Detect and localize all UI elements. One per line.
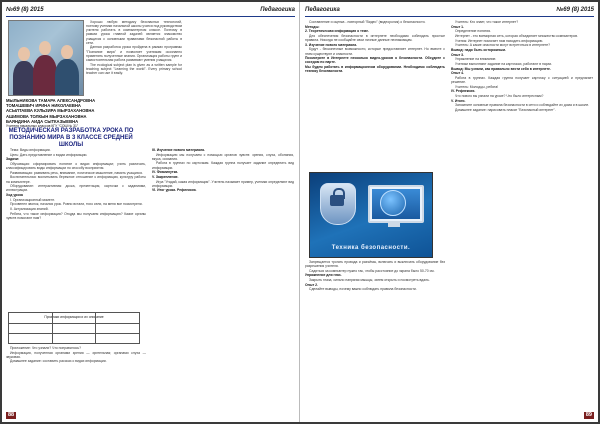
body-paragraph: Учитель: Молодцы, ребята! xyxy=(455,84,499,89)
left-page-header xyxy=(6,6,295,17)
authors-block xyxy=(6,98,136,128)
table-row xyxy=(9,323,139,324)
illustration-caption: Техника безопасности. xyxy=(331,245,411,251)
table-notes xyxy=(6,346,146,406)
body-paragraph: Садиться за компьютер нужно так, чтобы расстояние до экрана было 50-70 см. xyxy=(309,268,435,273)
body-heading: V. Итоги. xyxy=(451,98,466,103)
table-row xyxy=(9,333,139,334)
body-paragraph: Прозвенел звонок, начался урок. Ровно встали, тихо сели, на меня все посмотрели. xyxy=(10,202,143,207)
body-paragraph: Для обеспечения безопасности в интернете необходимо соблюдать простые правила. Никогда не сообщайте свои личные данные незнакомцам. xyxy=(305,33,445,43)
body-heading: Ход урока xyxy=(6,193,23,198)
body-heading: 2. Теоретическая информация о теме. xyxy=(305,29,369,34)
body-heading: 3. Изучение нового материала. xyxy=(305,42,358,47)
body-paragraph: Ученики выполняют задание на карточках, работают в парах. xyxy=(455,61,553,66)
body-column-right xyxy=(451,20,593,410)
page-number: 88 xyxy=(8,412,15,418)
body-paragraph: Цель: Дать представление о видах информации. xyxy=(10,152,88,157)
body-paragraph: Определение понятия. xyxy=(455,29,492,34)
monitor-stand xyxy=(388,221,400,227)
body-paragraph: I. Организационный момент. xyxy=(10,197,55,202)
intro-paragraph: The ecological subject plan is given as a written sample for teaching subject "Learning the world". Every primary school teacher can use it easily. xyxy=(86,62,182,75)
body-heading: Опыт 1. xyxy=(451,24,465,29)
left-page xyxy=(2,2,300,422)
body-heading: Задачи: xyxy=(6,157,20,162)
magazine-spread xyxy=(2,2,598,422)
body-paragraph: Работа в группах по карточкам. Каждая группа получает задание определить вид информации. xyxy=(152,161,294,170)
body-paragraph: Домашнее задание: составить рассказ о видах информации. xyxy=(10,359,107,364)
body-paragraph: Составление и оценка - повторный "Видео" (видеоролик) о безопасности. xyxy=(309,20,426,24)
body-column-left xyxy=(305,20,445,168)
body-heading: Опыт 3. xyxy=(451,52,465,57)
body-paragraph: Что нового вы узнали на уроке? Что было интересным? xyxy=(455,94,544,98)
section-label: Педагогика xyxy=(260,7,295,13)
section-label: Педагогика xyxy=(305,7,340,13)
table-column-divider xyxy=(52,313,53,343)
body-heading: Вывод: Мы узнали, как правильно вести себя в интернете. xyxy=(451,66,551,71)
body-paragraph: Оборудование: интерактивная доска, презентация, карточки с заданиями, иллюстрации. xyxy=(6,184,146,193)
body-heading: III. Изучение нового материала. xyxy=(152,148,205,152)
body-heading: Опыт 4. xyxy=(451,71,465,76)
author-name: БАЯНДИНА АИДА СЫТКАЗЫЕВНА xyxy=(6,118,79,124)
body-heading: V. Закрепление. xyxy=(152,174,179,179)
body-paragraph: Интернет - это всемирная сеть, которая объединяет множество компьютеров. xyxy=(455,33,579,38)
safety-illustration xyxy=(309,172,433,258)
right-page xyxy=(301,2,598,422)
page-number: 89 xyxy=(585,412,592,418)
table-heading: Признаки информации и их описание xyxy=(44,315,104,319)
intro-paragraph: Хорошо любую методику безопасных технологий, поэтому ученики начальной школы учатся под руководством учителя работать в компьютерном классе. Поэтому в рамках урока главной задачей является знакомство учащихся с основными правилами безопасной работы в сети. xyxy=(86,20,182,45)
author-name: АШИМОВА ТОЛКЫН МЫРЗАХАНОВНА xyxy=(6,113,87,119)
body-paragraph: Ученик: Интернет помогает нам находить информацию. xyxy=(455,38,544,43)
globe-icon xyxy=(380,190,406,216)
body-paragraph: Информация, полученная органами зрения — зрительная; органами слуха — звуковая. xyxy=(6,350,146,359)
body-paragraph: Будут - бесконечные возможности, которые предоставляет интернет. Но вместе с этим существуют и опасности. xyxy=(305,47,445,56)
body-paragraph: Ребята, что такое информация? Откуда мы получаем информацию? Какие органы чувств помогают нам? xyxy=(6,211,146,220)
body-paragraph: Запомните основные правила безопасности в сети и соблюдайте их дома и в школе. xyxy=(455,103,590,108)
body-paragraph: II. Актуализация знаний. xyxy=(10,207,49,212)
body-heading: Вывод: надо быть осторожным. xyxy=(451,47,506,52)
body-paragraph: Домашнее задание: нарисовать плакат "Безопасный интернет". xyxy=(455,107,556,112)
body-heading: Методы: xyxy=(305,24,320,29)
table-column-divider xyxy=(95,313,96,343)
body-paragraph: Игра "Угадай, какая информация". Учитель называет пример, ученики определяют вид информации. xyxy=(152,179,294,188)
issue-label: №69 (8) 2015 xyxy=(556,7,594,13)
info-table xyxy=(8,312,140,344)
authors-affiliation: Учителя начальных классов КГУ "СОШ № 31" xyxy=(6,124,79,129)
authors-photo xyxy=(8,20,84,96)
body-paragraph: Работа в группах. Каждая группа получает карточку с ситуацией и предлагает решение. xyxy=(451,75,593,85)
body-heading: Упражнение для глаз. xyxy=(305,273,342,278)
author-name: АСЫЛТАЕВА КУЛЬЗИРА МЫРЗАХАНОВНА xyxy=(6,108,95,114)
body-paragraph: Приложение: Что узнали? Что понравилось? xyxy=(10,346,81,350)
body-heading: IV. Физминутка. xyxy=(152,170,179,175)
body-paragraph: Воспитательная: воспитывать бережное отношение к информации, культуру работы на компьютере. xyxy=(6,175,146,184)
body-paragraph: Обучающая: сформировать понятие о видах информации; учить различать, классифицировать виды информации по способу восприятия. xyxy=(6,161,146,171)
body-column-left xyxy=(6,148,146,308)
intro-column xyxy=(86,20,182,94)
body-heading: VI. Итог урока. Рефлексия. xyxy=(152,188,197,193)
right-page-header xyxy=(305,6,594,17)
body-paragraph: Упражнение на внимание. xyxy=(455,57,497,62)
article-title: МЕТОДИЧЕСКАЯ РАЗРАБОТКА УРОКА ПО ПОЗНАНИЮ МИРА В 3 КЛАССЕ СРЕДНЕЙ ШКОЛЫ xyxy=(8,128,134,149)
intro-paragraph: Данная разработка урока пройдена в рамках программы "Познание мира" и позволяет ученикам осознанно применять полученные знания. Организация работы групп и самостоятельная работа развивают умения учащихся. xyxy=(86,45,182,62)
body-paragraph: Развивающая: развивать речь, внимание, логическое мышление, память учащихся. xyxy=(10,170,143,175)
body-paragraph: Информацию мы получаем с помощью органов чувств: зрения, слуха, обоняния, вкуса, осязания. xyxy=(152,152,294,161)
body-heading: Посмотрите в Интернете несколько видео-уроков о безопасности. Обсудите с соседом по парте. xyxy=(305,56,445,65)
body-paragraph: Тема: Виды информации. xyxy=(10,148,51,152)
body-paragraph: Сделайте выводы, почему важно соблюдать правила безопасности. xyxy=(309,287,417,292)
body-paragraph: Учитель: Кто знает, что такое интернет? xyxy=(455,20,519,24)
body-paragraph: Закрыть глаза, сильно напрягая мышцы, затем открыть и посмотреть вдаль. xyxy=(309,278,430,283)
lock-icon xyxy=(330,195,344,206)
body-paragraph: Учитель: А какие опасности могут встретиться в интернете? xyxy=(455,43,551,48)
body-heading: IV. Рефлексия. xyxy=(451,89,476,94)
author-name: МЫЛЬНИКОВА ТАМАРА АЛЕКСАНДРОВНА xyxy=(6,98,96,103)
issue-label: №69 (8) 2015 xyxy=(6,7,44,13)
body-column-left-bottom xyxy=(305,260,445,410)
author-name: ТОМАШЕВИЧ ИРИНА НИКОЛАЕВНА xyxy=(6,103,81,109)
body-heading: Опыт 2. xyxy=(305,282,319,287)
body-heading: Мы будем работать в информационном оборудовании. Необходимо соблюдать технику безопасности. xyxy=(305,65,445,74)
body-paragraph: Запрещается трогать провода и разъёмы, включать и выключать оборудование без разрешения учителя. xyxy=(305,260,445,269)
body-column-right xyxy=(152,148,294,410)
